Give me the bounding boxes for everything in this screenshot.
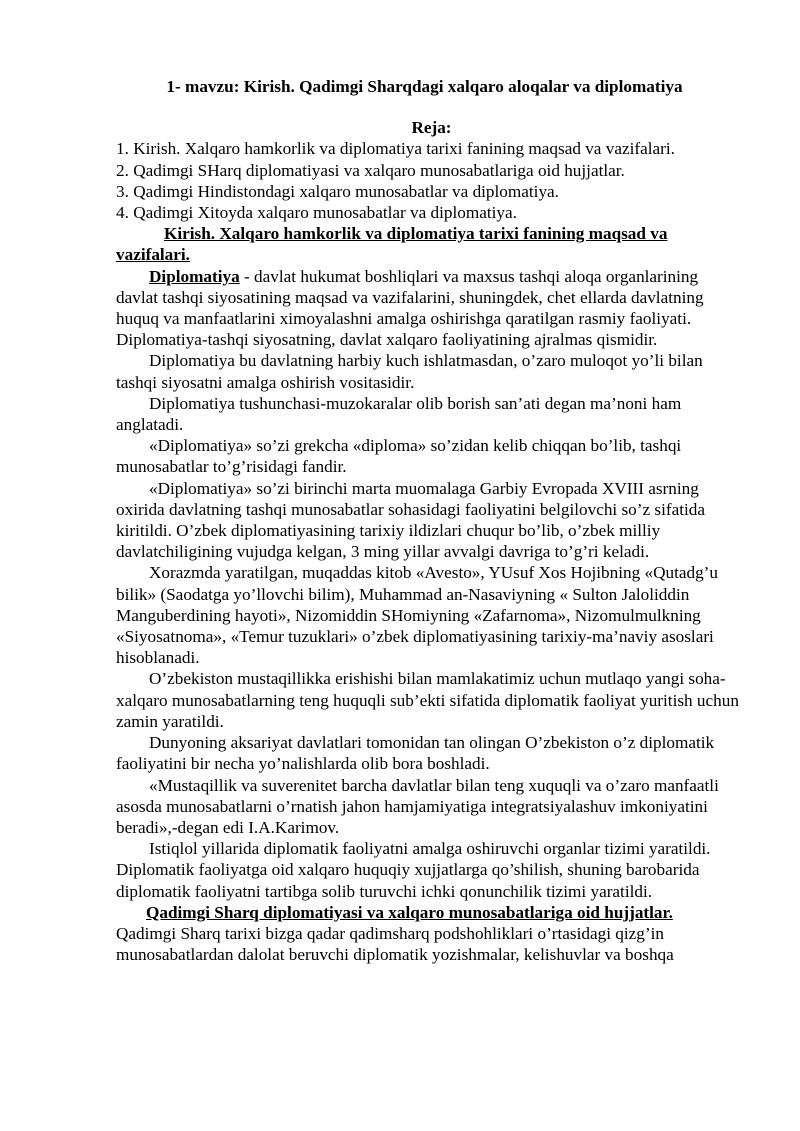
plan-list [116,138,743,223]
plan-item-2: 2. Qadimgi SHarq diplomatiyasi va xalqaro munosabatlariga oid hujjatlar. [116,160,625,180]
paragraph-ancient-east: Qadimgi Sharq tarixi bizga qadar qadimsharq podshohliklari o’rtasidagi qizg’in munosabatlardan dalolat beruvchi diplomatik yozishmalar, kelishuvlar va boshqa [116,923,674,965]
plan-heading: Reja: [411,118,452,138]
paragraph-7: Dunyoning aksariyat davlatlari tomonidan tan olingan O’zbekiston o’z diplomatik faoliyatini bir necha yo’nalishlarda olib bora boshladi. [116,733,715,774]
paragraph-8: «Mustaqillik va suverenitet barcha davlatlar bilan teng xuquqli va o’zaro manfaatli asosda munosabatlarni o’rnatish jahon hamjamiyatiga integratsiyalashuv imkoniyatini beradi»,-degan edi I.A.Karimov. [116,775,719,837]
paragraph-4: «Diplomatiya» so’zi birinchi marta muomalaga Garbiy Evropada XVIII asrning oxirida davlatning tashqi munosabatlar sohasidagi faoliyatini belgilovchi so’z sifatida kiritildi. O’zbek diplomatiyasining tarixiy ildizlari chuqur bo’lib, o’zbek milliy davlatchiligining vujudga kelgan, 3 ming yillar avvalgi davriga to’g’ri keladi. [116,478,706,562]
definition-term: Diplomatiya [149,266,240,286]
plan-item-3: 3. Qadimgi Hindistondagi xalqaro munosabatlar va diplomatiya. [116,181,559,201]
paragraph-2: Diplomatiya tushunchasi-muzokaralar olib borish san’ati degan ma’noni ham anglatadi. [116,393,682,435]
page-title: 1- mavzu: Kirish. Qadimgi Sharqdagi xalqaro aloqalar va diplomatiya [166,77,683,96]
plan-item-1: 1. Kirish. Xalqaro hamkorlik va diplomatiya tarixi fanining maqsad va vazifalari. [116,139,675,159]
plan-item-4: 4. Qadimgi Xitoyda xalqaro munosabatlar va diplomatiya. [116,203,517,223]
document-page [116,76,743,965]
paragraph-5: Xorazmda yaratilgan, muqaddas kitob «Avesto», YUsuf Xos Hojibning «Qutadg’u bilik» (Saodatga yo’llovchi bilim), Muhammad an-Nasaviyning « Sulton Jaloliddin Manguberdining hayoti», Nizomiddin SHomiyning «Zafarnoma», Nizomulmulkning «Siyosatnoma», «Temur tuzuklari» o’zbek diplomatiyasining tarixiy-ma’naviy asoslari hisoblanadi. [116,563,718,668]
section-heading-introduction: Kirish. Xalqaro hamkorlik va diplomatiya tarixi fanining maqsad va vazifalari. [116,224,668,265]
paragraph-6: O’zbekiston mustaqillikka erishishi bilan mamlakatimiz uchun mutlaqo yangi soha-xalqaro munosabatlarning teng huquqli sub’ekti sifatida diplomatik faoliyat yuritish uchun zamin yaratildi. [116,669,739,731]
paragraph-1: Diplomatiya bu davlatning harbiy kuch ishlatmasdan, o’zaro muloqot yo’li bilan tashqi siyosatni amalga oshirish vositasidir. [116,351,703,392]
definition-paragraph [116,266,743,351]
paragraph-3: «Diplomatiya» so’zi grekcha «diploma» so’zidan kelib chiqqan bo’lib, tashqi munosabatlar to’g’risidagi fandir. [116,436,682,477]
paragraph-9: Istiqlol yillarida diplomatik faoliyatni amalga oshiruvchi organlar tizimi yaratildi. Diplomatik faoliyatga oid xalqaro huquqiy xujjatlarga qo’shilish, shuning barobarida diplomatik faoliyatni tartibga solib turuvchi ichki qonunchilik tizimi yaratildi. [116,839,711,901]
section-heading-ancient-east: Qadimgi Sharq diplomatiyasi va xalqaro munosabatlariga oid hujjatlar. [146,902,673,922]
definition-text: - davlat hukumat boshliqlari va maxsus tashqi aloqa organlarining davlat tashqi siyosatining maqsad va vazifalarini, shuningdek, chet ellarda davlatning huquq va manfaatlarini ximoyalashni amalga oshirishga qaratilgan rasmiy faoliyati. Diplomatiya-tashqi siyosatning, davlat xalqaro faoliyatining ajralmas qismidir. [116,266,704,350]
